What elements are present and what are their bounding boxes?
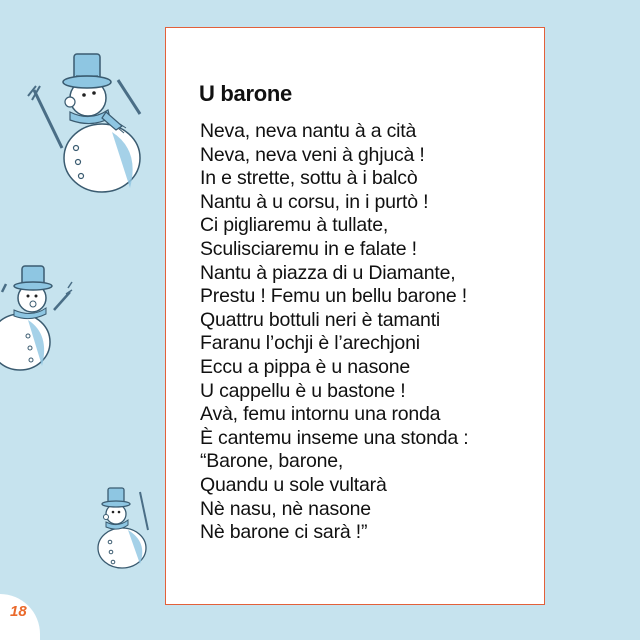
poem-line: Quattru bottuli neri è tamanti: [200, 308, 441, 331]
poem-line: Prestu ! Femu un bellu barone !: [200, 285, 467, 308]
page-number: 18: [10, 603, 27, 620]
poem-line: Faranu l’ochji è l’arechjoni: [200, 332, 420, 355]
poem-line: In e strette, sottu à i balcò: [200, 167, 418, 190]
poem-line: Nè barone ci sarà !”: [200, 521, 368, 544]
poem-line: Sculisciaremu in e falate !: [200, 237, 417, 260]
snowman-icon: [92, 486, 158, 572]
poem-line: U cappellu è u bastone !: [200, 379, 406, 402]
poem-line: Nantu à u corsu, in i purtò !: [200, 190, 429, 213]
poem-line: È cantemu inseme una stonda :: [200, 426, 469, 449]
poem-line: Quandu u sole vultarà: [200, 473, 387, 496]
poem-line: “Barone, barone,: [200, 450, 344, 473]
poem-line: Nantu à piazza di u Diamante,: [200, 261, 456, 284]
snowman-icon: [22, 40, 150, 198]
poem-line: Ci pigliaremu à tullate,: [200, 214, 389, 237]
poem-page: [165, 27, 545, 605]
poem-text: [200, 120, 468, 545]
poem-line: Eccu a pippa è u nasone: [200, 355, 411, 378]
poem-line: Neva, neva veni à ghjucà !: [200, 143, 425, 166]
poem-title: U barone: [199, 81, 292, 106]
snowman-icon: [0, 262, 74, 374]
poem-line: Nè nasu, nè nasone: [200, 497, 371, 520]
poem-line: Avà, femu intornu una ronda: [200, 403, 441, 426]
poem-line: Neva, neva nantu à a cità: [200, 120, 417, 142]
